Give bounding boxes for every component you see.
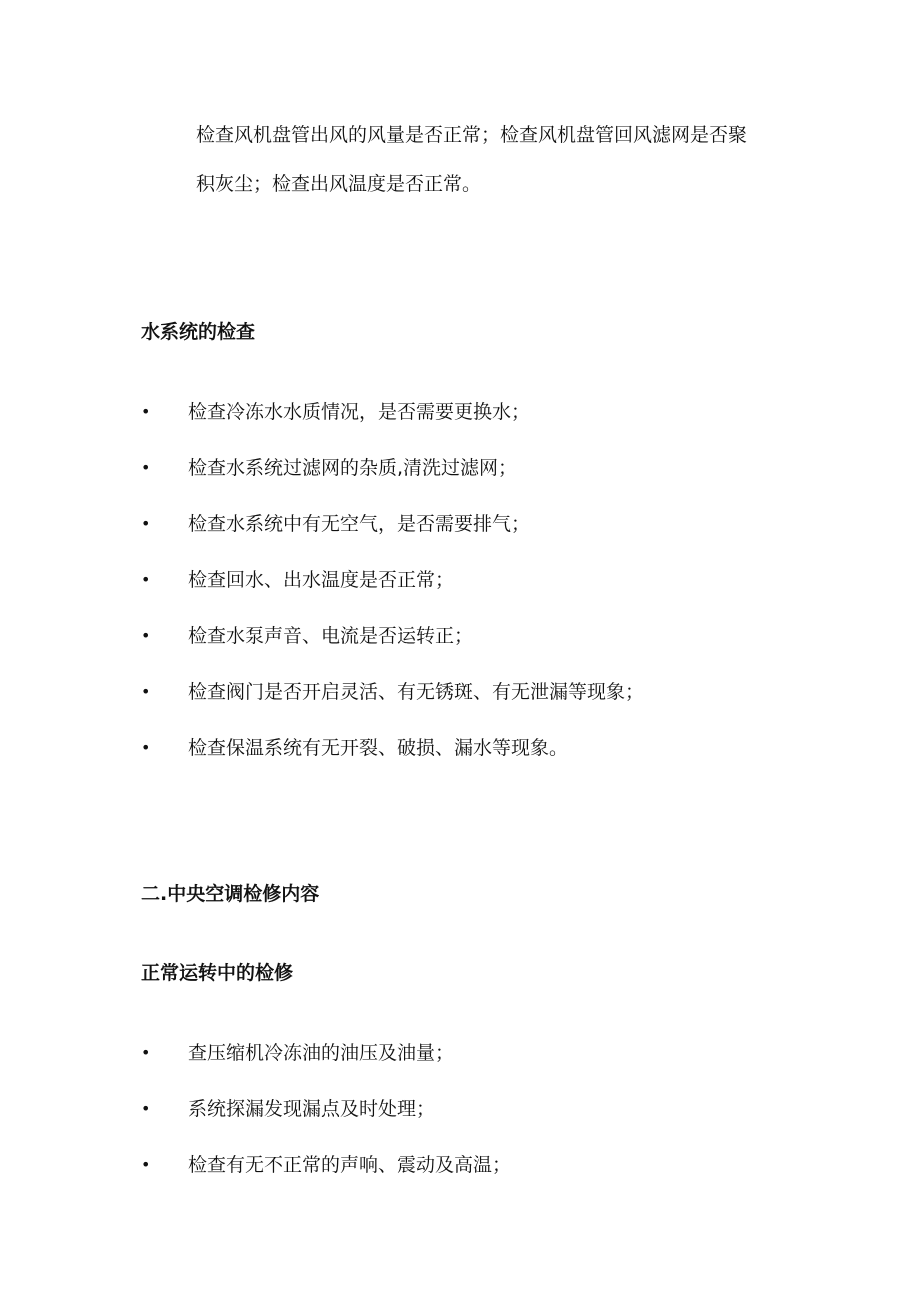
list-item-text: 检查冷冻水水质情况，是否需要更换水； — [188, 401, 531, 423]
list-item-text: 检查回水、出水温度是否正常； — [188, 569, 455, 591]
bullet-icon: • — [141, 458, 151, 477]
list-item — [141, 1096, 841, 1122]
list-item-text: 检查水系统过滤网的杂质,清洗过滤网； — [188, 457, 518, 479]
bullet-icon: • — [141, 570, 151, 589]
bullet-icon: • — [141, 626, 151, 645]
water-system-heading: 水系统的检查 — [141, 321, 256, 343]
bullet-icon: • — [141, 1043, 151, 1062]
intro-paragraph-line-2: 积灰尘；检查出风温度是否正常。 — [196, 173, 482, 195]
list-item — [141, 1040, 841, 1066]
bullet-icon: • — [141, 514, 151, 533]
list-item-text: 检查阀门是否开启灵活、有无锈斑、有无泄漏等现象； — [188, 681, 645, 703]
list-item — [141, 567, 841, 593]
list-item-text: 检查保温系统有无开裂、破损、漏水等现象。 — [188, 737, 569, 759]
list-item — [141, 399, 841, 425]
list-item — [141, 735, 841, 761]
list-item — [141, 1152, 841, 1178]
list-item — [141, 511, 841, 537]
bullet-icon: • — [141, 402, 151, 421]
list-item-text: 检查水系统中有无空气，是否需要排气； — [188, 513, 531, 535]
list-item — [141, 679, 841, 705]
bullet-icon: • — [141, 738, 151, 757]
list-item-text: 系统探漏发现漏点及时处理； — [188, 1098, 436, 1120]
section-two-heading: 二.中央空调检修内容 — [141, 883, 320, 905]
list-item — [141, 455, 841, 481]
bullet-icon: • — [141, 682, 151, 701]
list-item-text: 检查水泵声音、电流是否运转正； — [188, 625, 474, 647]
list-item-text: 检查有无不正常的声响、震动及高温； — [188, 1154, 512, 1176]
bullet-icon: • — [141, 1099, 151, 1118]
intro-paragraph-line-1: 检查风机盘管出风的风量是否正常；检查风机盘管回风滤网是否聚 — [196, 124, 748, 146]
normal-operation-heading: 正常运转中的检修 — [141, 962, 294, 984]
bullet-icon: • — [141, 1155, 151, 1174]
list-item — [141, 623, 841, 649]
list-item-text: 查压缩机冷冻油的油压及油量； — [188, 1042, 455, 1064]
